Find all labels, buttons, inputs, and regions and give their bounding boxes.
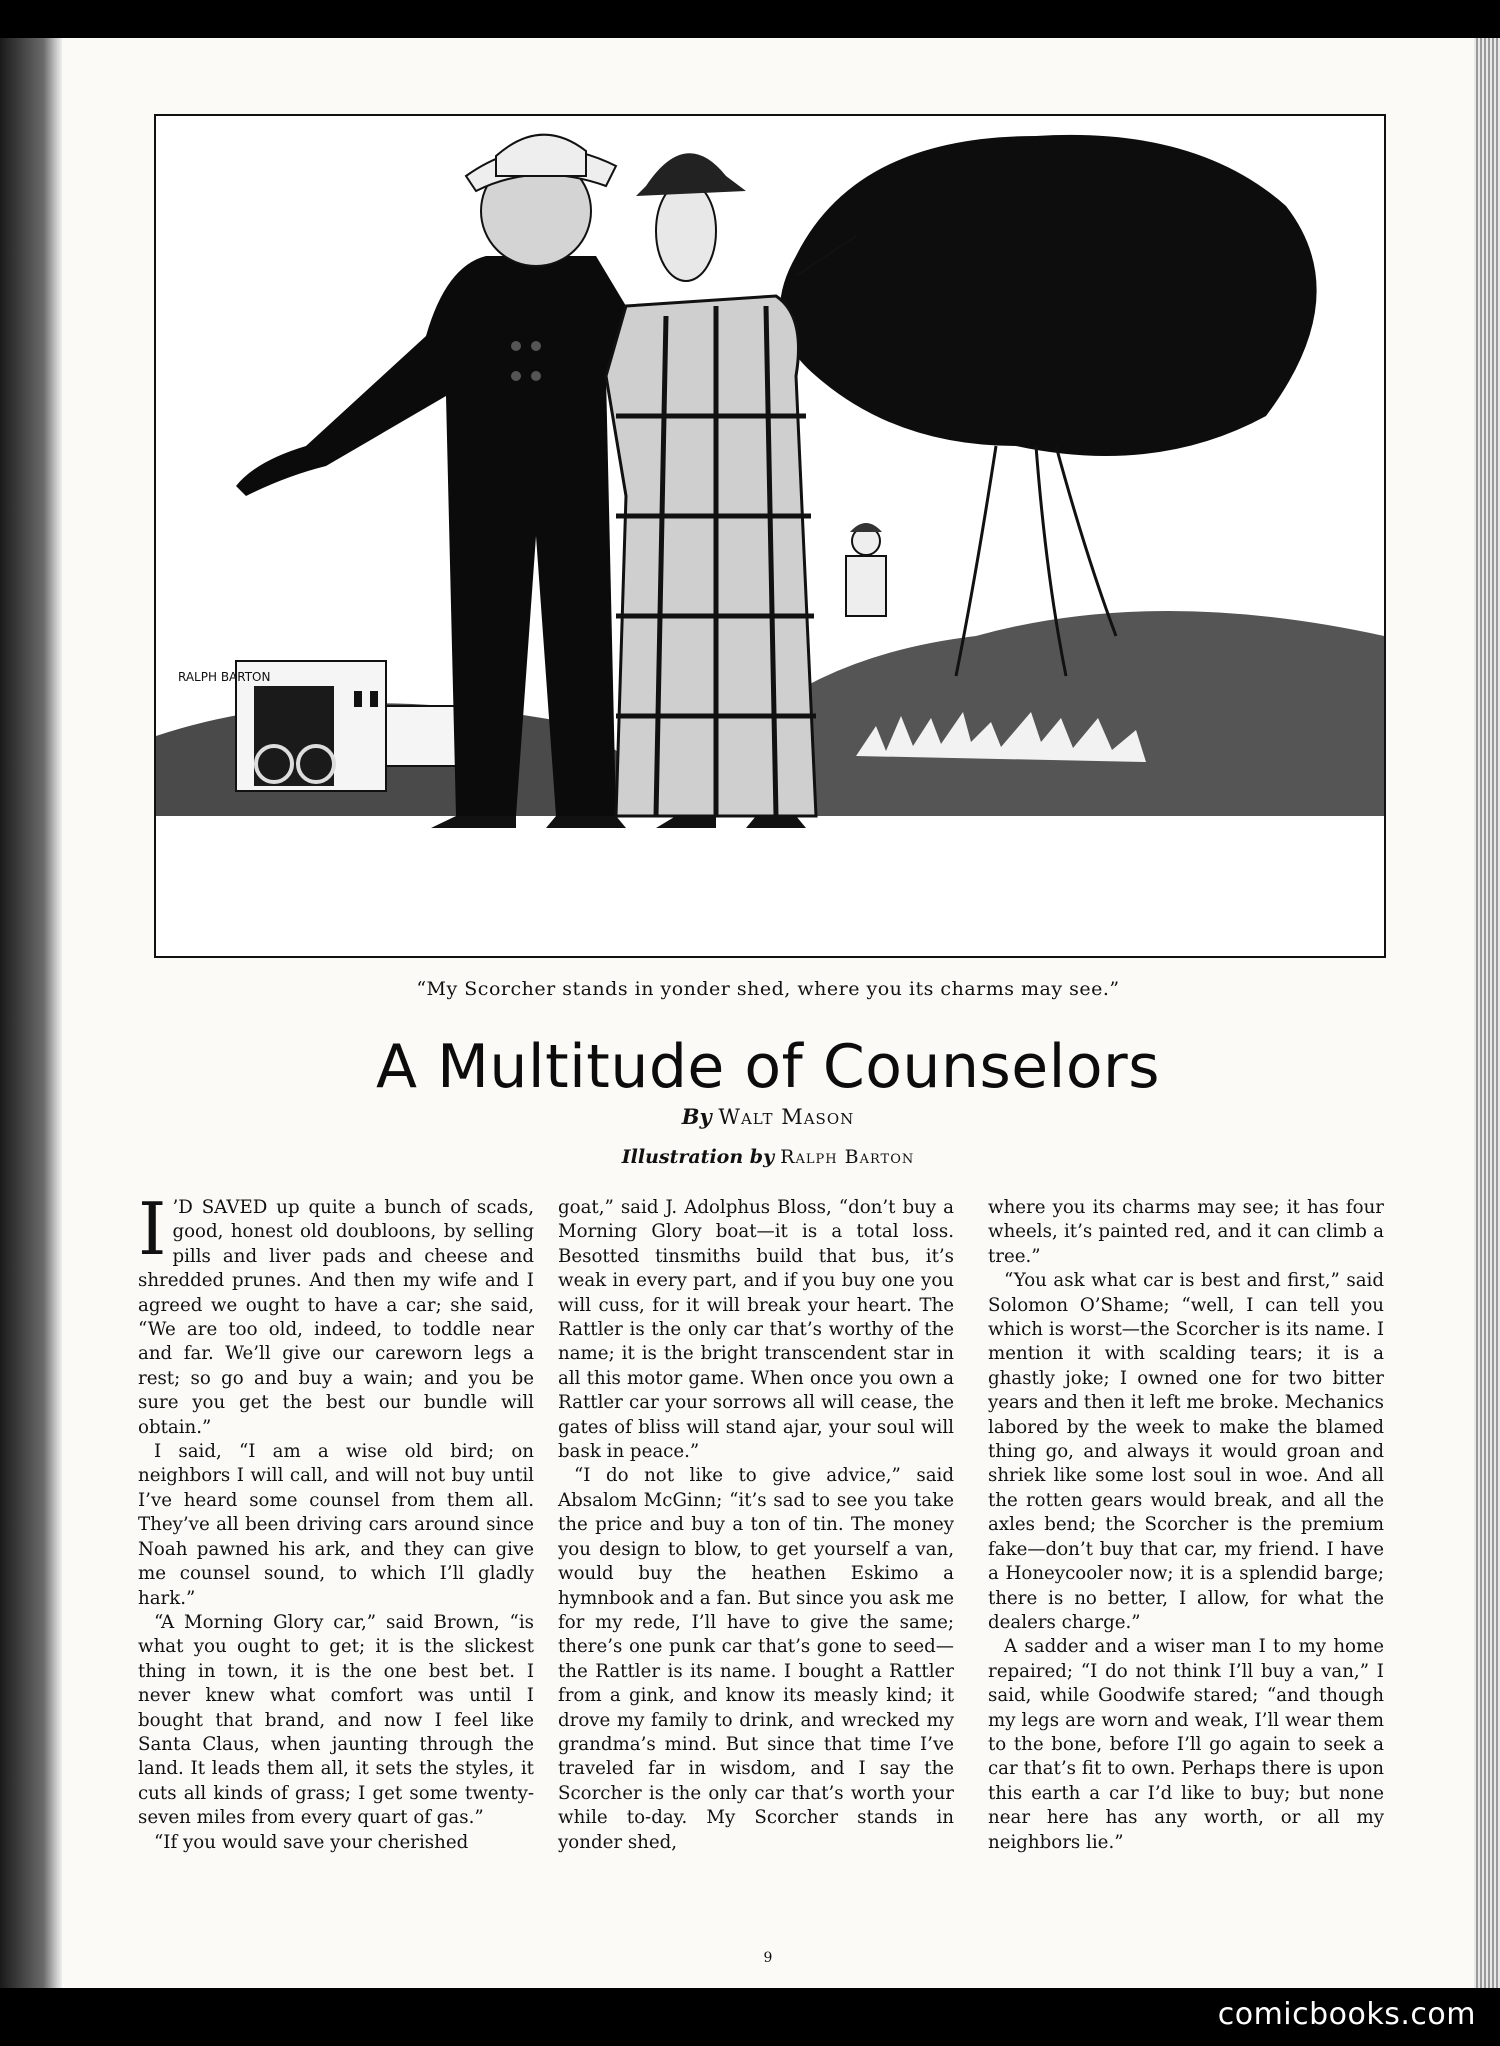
hill-right <box>716 611 1384 816</box>
paragraph <box>138 1187 534 1440</box>
author-byline <box>62 1104 1474 1129</box>
illustrator-name: Ralph Barton <box>780 1146 915 1168</box>
paragraph: “A Morning Glory car,” said Brown, “is what you ought to get; it is the slickest thing in town, it is the one best bet. I never knew what comfort was until I bought that brand, and now I feel like Santa Claus, when jaunting through the land. It leads them all, it sets the styles, it cuts all kinds of grass; I get some twenty-seven miles from every quart of gas.” <box>138 1611 534 1829</box>
cartoon-drawing <box>156 116 1384 956</box>
text-column-3 <box>988 1196 1384 1855</box>
text-column-2 <box>558 1196 954 1855</box>
paragraph: “You ask what car is best and first,” said Solomon O’Shame; “well, I can tell you which is worst—the Scorcher is its name. I mention it with scalding tears; it is a ghastly joke; I owned one for two bitter years and then it left me broke. Mechanics labored by the week to make the blamed thing go, and always it would groan and shriek like some lost soul in woe. And all the rotten gears would break, and all the axles bend; the Scorcher is the premium fake—don’t buy that car, my friend. I have a Honeycooler now; it is a splendid barge; there is no better, I allow, for what the dealers charge.” <box>988 1270 1384 1633</box>
text-column-1 <box>138 1187 534 1855</box>
illustrator-prefix: Illustration by <box>621 1146 775 1168</box>
book-gutter <box>0 38 62 1988</box>
drop-cap: I <box>138 1187 167 1271</box>
cartoon-illustration <box>154 114 1386 958</box>
small-onlooker <box>846 523 886 616</box>
page-number: 9 <box>763 1950 773 1966</box>
paragraph: “If you would save your cherished <box>154 1831 469 1853</box>
man-in-plaid-coat <box>606 153 816 828</box>
byline-prefix: By <box>681 1104 712 1129</box>
paragraph: goat,” said J. Adolphus Bloss, “don’t buy a Morning Glory boat—it is a total loss. Besotted tinsmiths build that bus, it’s weak in every part, and if you buy one you will cuss, for it will break your heart. The Rattler is the only car that’s worthy of the name; it is the bright transcendent star in all this motor game. When once you own a Rattler car your sorrows all will cease, the gates of bliss will stand ajar, your soul will bask in peace.” <box>558 1197 954 1463</box>
illustrator-credit <box>62 1146 1474 1168</box>
author-name: Walt Mason <box>718 1105 855 1129</box>
paragraph-text: ’D SAVED up quite a bunch of scads, good, honest old doubloons, by selling pills and liver pads and cheese and shredded prunes. And then my wife and I agreed we ought to have a car; she said, “We are too old, indeed, to toddle near and far. We’ll give our careworn legs a rest; so go and buy a wain; and you be sure you get the best our bundle will obtain.” <box>138 1197 534 1438</box>
artist-signature: RALPH BARTON <box>178 670 271 684</box>
site-watermark: comicbooks.com <box>1212 1997 1482 2032</box>
magazine-page <box>62 38 1474 1988</box>
article-title: A Multitude of Counselors <box>376 1032 1160 1102</box>
paragraph: “I do not like to give advice,” said Absalom McGinn; “it’s sad to see you take the price and buy a ton of tin. The money you design to blow, to get yourself a van, would buy the heathen Eskimo a hymnbook and a fan. But since you ask me for my rede, I’ll have to give the same; there’s one punk car that’s gone to seed—the Rattler is its name. I bought a Rattler from a gink, and know its measly kind; it drove my family to drink, and wrecked my grandma’s mind. But since that time I’ve traveled far in wisdom, and I say the Scorcher is the only car that’s worth your while to-day. My Scorcher stands in yonder shed, <box>558 1465 954 1853</box>
page-edges <box>1474 38 1500 1988</box>
paragraph: A sadder and a wiser man I to my home repaired; “I do not think I’ll buy a van,” I said, while Goodwife stared; “and though my legs are worn and weak, I’ll wear them to the bone, before I’ll go again to seek a car that’s fit to own. Perhaps there is upon this earth a car I’d like to buy; but none near here has any worth, or all my neighbors lie.” <box>988 1636 1384 1853</box>
paragraph: where you its charms may see; it has four wheels, it’s painted red, and it can climb a tree.” <box>988 1197 1384 1267</box>
illustration-caption: “My Scorcher stands in yonder shed, where you its charms may see.” <box>416 978 1120 1000</box>
paragraph: I said, “I am a wise old bird; on neighbors I will call, and will not buy until I’ve heard some counsel from them all. They’ve all been driving cars around since Noah pawned his ark, and they can give me counsel sound, to which I’ll gladly hark.” <box>138 1441 534 1609</box>
